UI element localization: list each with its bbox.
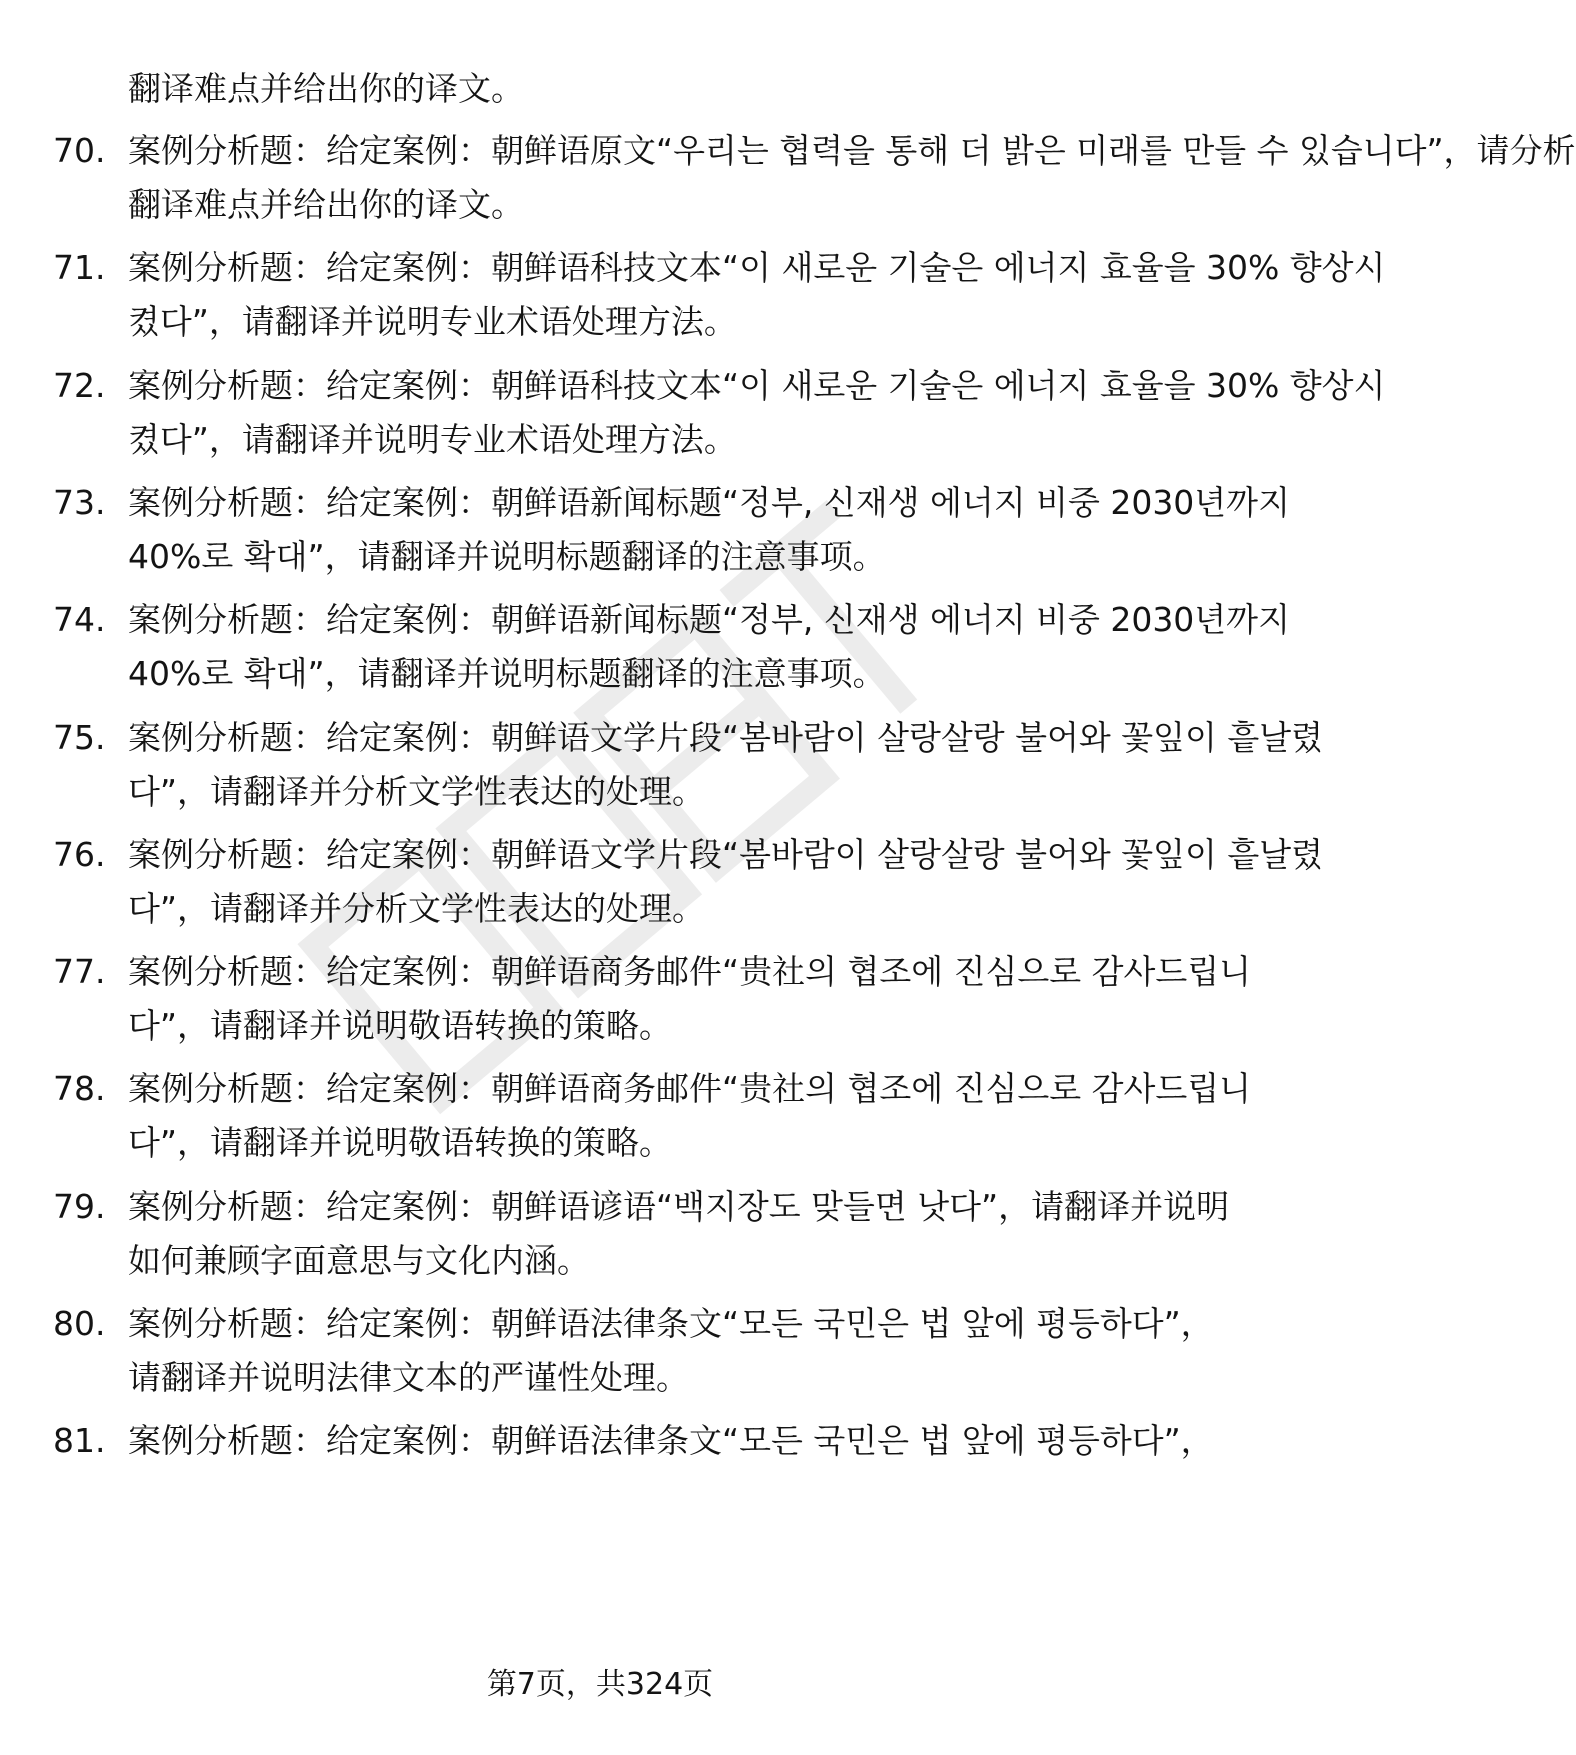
question-text [128, 476, 1290, 584]
question-text [128, 124, 1576, 232]
question-number: 78. [53, 1069, 106, 1109]
question-line-1: 案例分析题：给定案例：朝鲜语文学片段“봄바람이 살랑살랑 불어와 꽃잎이 흩날렸 [128, 717, 1323, 757]
question-item [0, 828, 1323, 958]
question-line-1: 案例分析题：给定案例：朝鲜语科技文本“이 새로운 기술은 에너지 효율을 30% 향상시 [128, 248, 1386, 288]
question-line-2: 40%로 확대”，请翻译并说明标题翻译的注意事项。 [128, 536, 886, 576]
question-line-2: 켰다”，请翻译并说明专业术语处理方法。 [128, 302, 737, 342]
question-line-2 [128, 1468, 1168, 1522]
question-line-2: 켰다”，请翻译并说明专业术语处理方法。 [128, 419, 737, 459]
question-number: 80. [53, 1304, 106, 1343]
question-line-2: 다”，请翻译并说明敬语转换的策略。 [128, 1006, 672, 1046]
question-item [0, 241, 1386, 371]
question-item [0, 1062, 1251, 1192]
question-text [128, 711, 1323, 819]
question-number: 73. [53, 482, 106, 522]
question-text [128, 1297, 1214, 1405]
question-line-2: 40%로 확대”，请翻译并说明标题翻译的注意事项。 [128, 654, 886, 694]
question-line-1: 案例分析题：给定案例：朝鲜语商务邮件“贵社의 협조에 진심으로 감사드립니 [128, 952, 1251, 992]
question-number: 76. [53, 834, 106, 874]
question-number: 75. [53, 717, 106, 757]
question-line-1: 案例分析题：给定案例：朝鲜语商务邮件“贵社의 협조에 진심으로 감사드립니 [128, 1069, 1251, 1109]
question-line-1: 案例分析题：给定案例：朝鲜语科技文本“이 새로운 기술은 에너지 효율을 30% 향상시 [128, 365, 1386, 405]
question-text [128, 241, 1386, 349]
question-line-2: 翻译难点并给出你的译文。 [128, 185, 524, 224]
question-item [0, 593, 1290, 723]
question-number: 70. [53, 131, 106, 170]
question-line-2: 다”，请翻译并说明敬语转换的策略。 [128, 1123, 672, 1163]
question-line-1: 案例分析题：给定案例：朝鲜语新闻标题“정부, 신재생 에너지 비중 2030년까지 [128, 600, 1290, 640]
question-item [0, 124, 1576, 254]
question-line-1: 案例分析题：给定案例：朝鲜语新闻标题“정부, 신재생 에너지 비중 2030년까지 [128, 482, 1290, 522]
question-text [128, 1062, 1251, 1170]
question-item [0, 476, 1290, 606]
question-item [0, 359, 1386, 489]
question-number: 72. [53, 365, 106, 405]
question-item [0, 711, 1323, 841]
question-item [0, 945, 1251, 1075]
question-number: 74. [53, 600, 106, 640]
page-footer: 第7页，共324页 [486, 1667, 714, 1702]
question-line-1: 案例分析题：给定案例：朝鲜语法律条文“모든 국민은 법 앞에 평등하다”， [128, 1304, 1214, 1343]
question-item [0, 1414, 1214, 1544]
question-number: 77. [53, 952, 106, 992]
question-number: 81. [53, 1421, 106, 1461]
question-number: 79. [53, 1186, 106, 1226]
question-text [128, 945, 1251, 1053]
question-line-1: 案例分析题：给定案例：朝鲜语文学片段“봄바람이 살랑살랑 불어와 꽃잎이 흩날렸 [128, 834, 1323, 874]
question-number: 71. [53, 248, 106, 288]
question-item [0, 1297, 1214, 1427]
question-line-1: 案例分析题：给定案例：朝鲜语法律条文“모든 국민은 법 앞에 평등하다”， [128, 1421, 1214, 1461]
question-text [128, 593, 1290, 701]
question-text [128, 359, 1386, 467]
question-line-1: 案例分析题：给定案例：朝鲜语原文“우리는 협력을 통해 더 밝은 미래를 만들 수 있습니다”，请分析 [128, 131, 1576, 170]
question-line-2: 다”，请翻译并分析文学性表达的处理。 [128, 888, 705, 928]
question-line-1: 案例分析题：给定案例：朝鲜语谚语“백지장도 맞들면 낫다”，请翻译并说明 [128, 1186, 1230, 1226]
question-text [128, 1180, 1230, 1288]
question-line-2: 请翻译并说明法律文本的严谨性处理。 [128, 1358, 689, 1397]
question-text [128, 1414, 1214, 1522]
question-text [128, 828, 1323, 936]
continuation-text: 翻译难点并给出你的译文。 [128, 69, 524, 108]
question-line-2: 다”，请翻译并分析文学性表达的处理。 [128, 771, 705, 811]
question-item [0, 1180, 1230, 1310]
question-line-2: 如何兼顾字面意思与文化内涵。 [128, 1240, 590, 1280]
